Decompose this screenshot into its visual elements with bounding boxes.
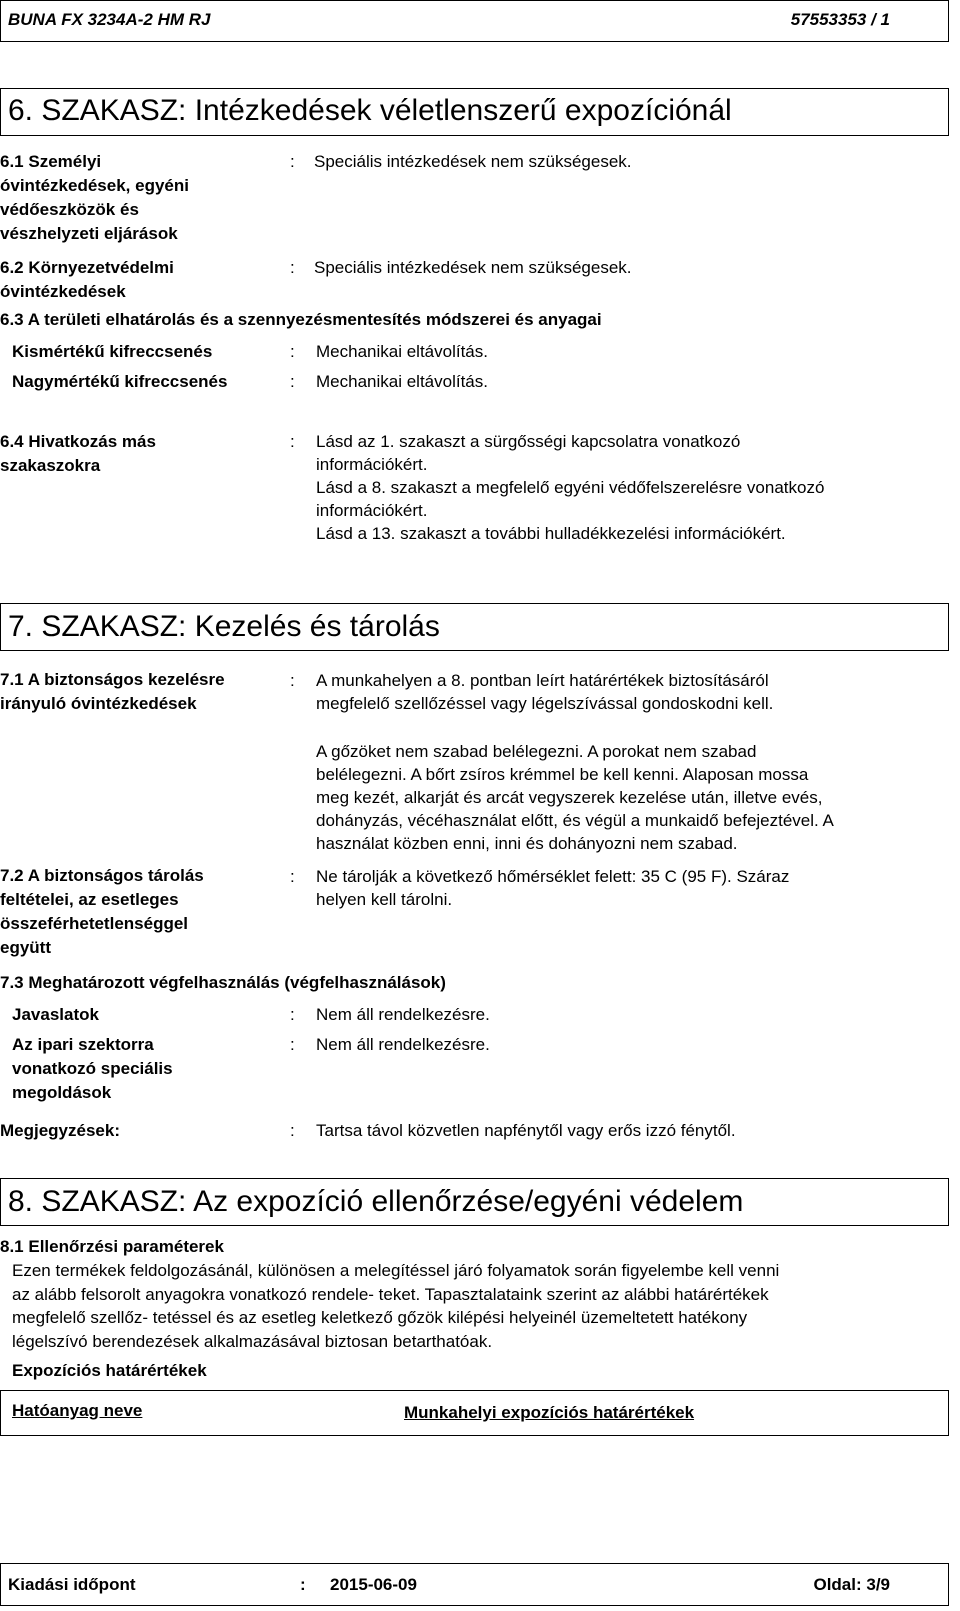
large-spill-value: Mechanikai eltávolítás. bbox=[316, 372, 488, 391]
s62-label: 6.2 Környezetvédelmi óvintézkedések bbox=[0, 258, 174, 301]
section-6-title: 6. SZAKASZ: Intézkedések véletlenszerű expozíciónál bbox=[8, 94, 732, 127]
notes-label: Megjegyzések: bbox=[0, 1121, 120, 1140]
industry-value: Nem áll rendelkezésre. bbox=[316, 1035, 490, 1054]
s61-colon: : bbox=[290, 152, 295, 171]
section-7-title: 7. SZAKASZ: Kezelés és tárolás bbox=[8, 610, 440, 643]
s71-label: 7.1 A biztonságos kezelésre irányuló óvintézkedések bbox=[0, 670, 225, 713]
document-number: 57553353 / 1 bbox=[790, 10, 890, 29]
industry-colon: : bbox=[290, 1035, 295, 1054]
recommendations-value: Nem áll rendelkezésre. bbox=[316, 1005, 490, 1024]
product-name: BUNA FX 3234A-2 HM RJ bbox=[8, 10, 211, 29]
s61-value: Speciális intézkedések nem szükségesek. bbox=[314, 152, 632, 171]
recommendations-colon: : bbox=[290, 1005, 295, 1024]
issue-date-colon: : bbox=[300, 1575, 306, 1594]
s81-title: 8.1 Ellenőrzési paraméterek bbox=[0, 1237, 224, 1256]
column-header-substance: Hatóanyag neve bbox=[12, 1401, 143, 1420]
small-spill-label: Kismértékű kifreccsenés bbox=[12, 342, 213, 361]
small-spill-colon: : bbox=[290, 342, 295, 361]
issue-date-label: Kiadási időpont bbox=[8, 1575, 136, 1594]
s62-value: Speciális intézkedések nem szükségesek. bbox=[314, 258, 632, 277]
section-8-title: 8. SZAKASZ: Az expozíció ellenőrzése/egyéni védelem bbox=[8, 1185, 744, 1218]
column-header-limits: Munkahelyi expozíciós határértékek bbox=[404, 1403, 695, 1422]
s71-value-b: A gőzöket nem szabad belélegezni. A porokat nem szabad belélegezni. A bőrt zsíros krémmel be kell kenni. Alaposan mossa meg kezét, alkarját és arcát vegyszerek kezelése után, illetve evés, dohányzás, vécéhasználat előtt, és végül a munkaidő befejeztével. A használat közben enni, inni és dohányozni nem szabad. bbox=[316, 742, 834, 853]
large-spill-label: Nagymértékű kifreccsenés bbox=[12, 372, 228, 391]
s62-colon: : bbox=[290, 258, 295, 277]
s81-text: Ezen termékek feldolgozásánál, különösen a melegítéssel járó folyamatok során figyelembe kell venni az alább felsorolt anyagokra vonatkozó rendele- teket. Tapasztalataink szerint az alábbi határértékek megfelelő szellőz- tetéssel és az esetleg keletkező gőzök kilépési helyeinél üzemeltetett hatékony légelszívó berendezések alkalmazásával biztosan betarthatóak. bbox=[12, 1261, 780, 1351]
s72-colon: : bbox=[290, 867, 295, 886]
s61-label: 6.1 Személyi óvintézkedések, egyéni védőeszközök és vészhelyzeti eljárások bbox=[0, 152, 189, 243]
recommendations-label: Javaslatok bbox=[12, 1005, 99, 1024]
page-number: Oldal: 3/9 bbox=[813, 1575, 890, 1594]
notes-value: Tartsa távol közvetlen napfénytől vagy erős izzó fénytől. bbox=[316, 1121, 736, 1140]
s64-colon: : bbox=[290, 432, 295, 451]
s71-value-a: A munkahelyen a 8. pontban leírt határértékek biztosításáról megfelelő szellőzéssel vagy légelszívással gondoskodni kell. bbox=[316, 671, 774, 713]
page-footer bbox=[0, 1563, 949, 1606]
s72-label: 7.2 A biztonságos tárolás feltételei, az esetleges összeférhetetlenséggel együtt bbox=[0, 866, 204, 957]
s63-title: 6.3 A területi elhatárolás és a szennyezésmentesítés módszerei és anyagai bbox=[0, 310, 602, 329]
industry-label: Az ipari szektorra vonatkozó speciális megoldások bbox=[12, 1035, 173, 1102]
notes-colon: : bbox=[290, 1121, 295, 1140]
s73-title: 7.3 Meghatározott végfelhasználás (végfelhasználások) bbox=[0, 973, 446, 992]
s72-value: Ne tárolják a következő hőmérséklet felett: 35 C (95 F). Száraz helyen kell tárolni. bbox=[316, 867, 790, 909]
small-spill-value: Mechanikai eltávolítás. bbox=[316, 342, 488, 361]
s64-label: 6.4 Hivatkozás más szakaszokra bbox=[0, 432, 156, 475]
large-spill-colon: : bbox=[290, 372, 295, 391]
issue-date-value: 2015-06-09 bbox=[330, 1575, 417, 1594]
s71-colon: : bbox=[290, 671, 295, 690]
s64-value: Lásd az 1. szakaszt a sürgősségi kapcsolatra vonatkozó információkért. Lásd a 8. szakaszt a megfelelő egyéni védőfelszerelésre vonatkozó információkért. Lásd a 13. szakaszt a további hulladékkezelési információkért. bbox=[316, 432, 825, 543]
exposure-limits-title: Expozíciós határértékek bbox=[12, 1361, 207, 1380]
